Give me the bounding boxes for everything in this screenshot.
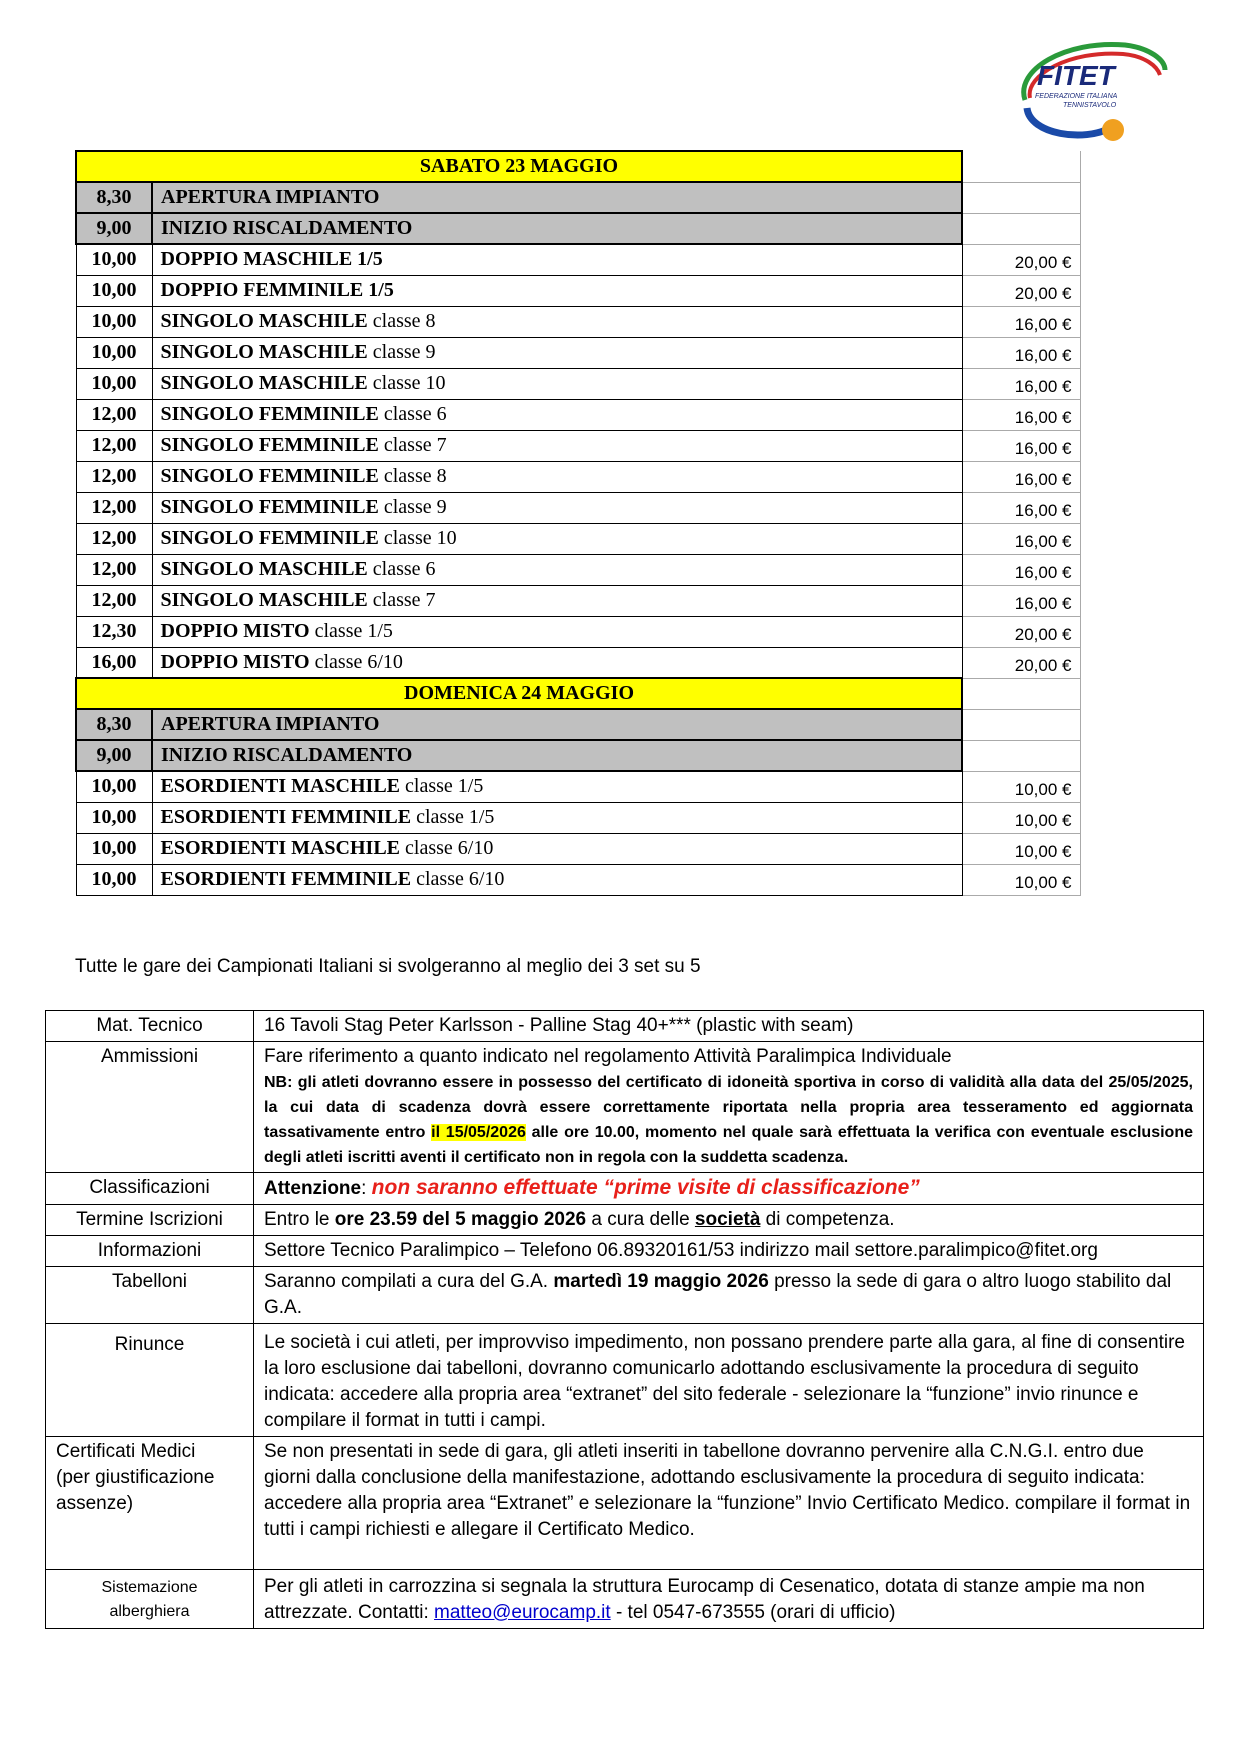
event-class: classe 8 — [367, 310, 436, 332]
day-header: DOMENICA 24 MAGGIO — [76, 678, 962, 709]
event-name: SINGOLO FEMMINILE — [160, 527, 379, 549]
price-cell: 16,00 € — [962, 368, 1080, 399]
event-class: classe 10 — [367, 372, 446, 394]
time-cell: 12,00 — [76, 492, 152, 523]
schedule-row — [76, 647, 1080, 678]
price-cell: 20,00 € — [962, 244, 1080, 275]
info-value: 16 Tavoli Stag Peter Karlsson - Palline Stag 40+*** (plastic with seam) — [254, 1011, 1204, 1042]
info-value: Le società i cui atleti, per improvviso impedimento, non possano prendere parte alla gara, al fine di consentire la loro esclusione dai tabelloni, dovranno comunicarlo adottando esclusivamente la procedura di seguito indicata: accedere alla propria area “extranet” del sito federale - selezionare la “funzione” invio rinunce e compilare il format in tutti i campi. — [254, 1324, 1204, 1437]
event-class: classe 9 — [378, 496, 447, 518]
time-cell: 8,30 — [76, 182, 152, 213]
event-class: classe 6 — [378, 403, 447, 425]
schedule-row — [76, 709, 1080, 740]
info-value: Settore Tecnico Paralimpico – Telefono 06.89320161/53 indirizzo mail settore.paralimpico@fitet.org — [254, 1236, 1204, 1267]
schedule-row — [76, 554, 1080, 585]
event-name: SINGOLO FEMMINILE — [160, 403, 379, 425]
event-name: SINGOLO MASCHILE — [160, 558, 368, 580]
price-cell: 10,00 € — [962, 771, 1080, 802]
event-cell: INIZIO RISCALDAMENTO — [152, 213, 962, 244]
event-name: SINGOLO MASCHILE — [160, 310, 368, 332]
time-cell: 12,00 — [76, 430, 152, 461]
schedule-row — [76, 213, 1080, 244]
schedule-row — [76, 492, 1080, 523]
schedule-row — [76, 244, 1080, 275]
price-cell-empty — [962, 151, 1080, 182]
event-cell — [152, 802, 962, 833]
alberghiera-label-1: Sistemazione — [101, 1579, 198, 1596]
event-name: ESORDIENTI MASCHILE — [160, 775, 401, 798]
note-text: Tutte le gare dei Campionati Italiani si svolgeranno al meglio dei 3 set su 5 — [75, 956, 701, 977]
schedule-row — [76, 740, 1080, 771]
time-cell: 9,00 — [76, 213, 152, 244]
info-label: Rinunce — [46, 1324, 254, 1437]
schedule-row — [76, 802, 1080, 833]
time-cell: 10,00 — [76, 771, 152, 802]
schedule-row — [76, 833, 1080, 864]
schedule-row — [76, 616, 1080, 647]
event-cell — [152, 399, 962, 430]
event-name: SINGOLO MASCHILE — [160, 372, 368, 394]
day-header-row — [76, 678, 1080, 709]
event-name: SINGOLO FEMMINILE — [160, 465, 379, 487]
termine-text-2: a cura delle — [586, 1209, 695, 1230]
event-class: classe 7 — [367, 589, 436, 611]
event-class: classe 9 — [367, 341, 436, 363]
time-cell: 10,00 — [76, 802, 152, 833]
schedule-table — [75, 150, 1081, 896]
price-cell: 16,00 € — [962, 306, 1080, 337]
event-name: SINGOLO FEMMINILE — [160, 434, 379, 456]
time-cell: 10,00 — [76, 306, 152, 337]
price-cell: 16,00 € — [962, 585, 1080, 616]
info-value — [254, 1570, 1204, 1629]
info-row-rinunce — [46, 1324, 1204, 1437]
info-label — [46, 1570, 254, 1629]
info-value: Se non presentati in sede di gara, gli atleti inseriti in tabellone dovranno pervenire alla C.N.G.I. entro due giorni dalla conclusione della manifestazione, adottando esclusivamente la procedura di seguito indicata: accedere alla propria area “Extranet” e selezionare la “funzione” Invio Certificato Medico. compilare il format in tutti i campi richiesti e allegare il Certificato Medico. — [254, 1437, 1204, 1570]
event-cell — [152, 585, 962, 616]
event-cell — [152, 771, 962, 802]
event-cell: APERTURA IMPIANTO — [152, 709, 962, 740]
event-class: classe 6/10 — [411, 868, 505, 890]
time-cell: 8,30 — [76, 709, 152, 740]
tabelloni-text-2: presso la sede di gara o altro luogo stabilito dal G.A. — [264, 1271, 1172, 1318]
alberghiera-text-2: - tel 0547-673555 (orari di ufficio) — [610, 1602, 896, 1623]
price-cell: 10,00 € — [962, 864, 1080, 895]
info-label: Classificazioni — [46, 1173, 254, 1205]
event-cell — [152, 337, 962, 368]
event-cell — [152, 616, 962, 647]
termine-deadline: ore 23.59 del 5 maggio 2026 — [334, 1209, 587, 1230]
tabelloni-date: martedì 19 maggio 2026 — [553, 1271, 769, 1292]
event-cell — [152, 864, 962, 895]
price-cell-empty — [962, 709, 1080, 740]
time-cell: 16,00 — [76, 647, 152, 678]
info-row-tabelloni — [46, 1267, 1204, 1324]
event-cell: INIZIO RISCALDAMENTO — [152, 740, 962, 771]
time-cell: 10,00 — [76, 244, 152, 275]
price-cell: 16,00 € — [962, 337, 1080, 368]
nb-text-1: NB: gli atleti dovranno essere in possesso del certificato di idoneità sportiva in corso di validità alla data del 25/05/2025, la cui data di scadenza dovrà essere correttamente riportata nella propria area tesseramento ed aggiornata tassativamente entro — [264, 1074, 1193, 1141]
info-label: Termine Iscrizioni — [46, 1205, 254, 1236]
price-cell-empty — [962, 213, 1080, 244]
info-label: Tabelloni — [46, 1267, 254, 1324]
price-cell: 10,00 € — [962, 833, 1080, 864]
event-name: ESORDIENTI FEMMINILE — [160, 868, 412, 890]
price-cell: 16,00 € — [962, 461, 1080, 492]
schedule-row — [76, 275, 1080, 306]
schedule-row — [76, 182, 1080, 213]
info-label — [46, 1437, 254, 1570]
event-name: ESORDIENTI FEMMINILE — [160, 806, 412, 828]
termine-societa: società — [694, 1209, 761, 1230]
info-row-termine — [46, 1205, 1204, 1236]
alberghiera-label-2: alberghiera — [109, 1603, 190, 1620]
price-cell: 16,00 € — [962, 492, 1080, 523]
time-cell: 12,30 — [76, 616, 152, 647]
info-row-ammissioni — [46, 1042, 1204, 1173]
event-class: classe 6/10 — [400, 837, 494, 859]
event-name: ESORDIENTI MASCHILE — [160, 837, 401, 859]
event-cell — [152, 275, 962, 306]
time-cell: 12,00 — [76, 585, 152, 616]
price-cell: 16,00 € — [962, 554, 1080, 585]
event-cell — [152, 368, 962, 399]
event-name: SINGOLO FEMMINILE — [160, 496, 379, 518]
schedule-row — [76, 771, 1080, 802]
logo-subtitle-2: TENNISTAVOLO — [1063, 102, 1117, 109]
tabelloni-text-1: Saranno compilati a cura del G.A. — [264, 1271, 554, 1292]
event-cell — [152, 244, 962, 275]
event-class: classe 1/5 — [400, 775, 484, 798]
schedule-row — [76, 461, 1080, 492]
info-value — [254, 1205, 1204, 1236]
ammissioni-nb — [264, 1070, 1193, 1170]
event-name: DOPPIO FEMMINILE 1/5 — [160, 279, 394, 301]
event-class: classe 10 — [378, 527, 457, 549]
schedule-row — [76, 585, 1080, 616]
schedule-row — [76, 430, 1080, 461]
price-cell: 20,00 € — [962, 616, 1080, 647]
attention-warning: non saranno effettuate “prime visite di classificazione” — [371, 1176, 920, 1199]
attention-colon: : — [361, 1178, 372, 1199]
event-class: classe 6/10 — [309, 650, 403, 673]
fitet-logo — [1005, 30, 1170, 145]
price-cell: 16,00 € — [962, 430, 1080, 461]
schedule-row — [76, 337, 1080, 368]
event-class: classe 6 — [367, 558, 436, 580]
time-cell: 9,00 — [76, 740, 152, 771]
day-header-row — [76, 151, 1080, 182]
info-row-classificazioni — [46, 1173, 1204, 1205]
event-name: DOPPIO MASCHILE 1/5 — [160, 248, 383, 271]
price-cell: 20,00 € — [962, 647, 1080, 678]
price-cell-empty — [962, 182, 1080, 213]
info-row-alberghiera — [46, 1570, 1204, 1629]
event-class: classe 7 — [378, 434, 447, 456]
price-cell: 20,00 € — [962, 275, 1080, 306]
info-row-mat-tecnico — [46, 1011, 1204, 1042]
event-name: DOPPIO MISTO — [160, 620, 310, 642]
info-value — [254, 1042, 1204, 1173]
event-name: SINGOLO MASCHILE — [160, 341, 368, 363]
event-name: SINGOLO MASCHILE — [160, 589, 368, 611]
time-cell: 10,00 — [76, 833, 152, 864]
time-cell: 12,00 — [76, 461, 152, 492]
event-cell — [152, 523, 962, 554]
price-cell: 16,00 € — [962, 523, 1080, 554]
eurocamp-email-link[interactable]: matteo@eurocamp.it — [434, 1602, 611, 1623]
info-value — [254, 1267, 1204, 1324]
event-cell: APERTURA IMPIANTO — [152, 182, 962, 213]
price-cell-empty — [962, 678, 1080, 709]
info-label: Mat. Tecnico — [46, 1011, 254, 1042]
event-cell — [152, 461, 962, 492]
time-cell: 12,00 — [76, 523, 152, 554]
event-class: classe 8 — [378, 465, 447, 487]
time-cell: 12,00 — [76, 554, 152, 585]
time-cell: 12,00 — [76, 399, 152, 430]
event-class: classe 1/5 — [309, 620, 393, 642]
info-label: Informazioni — [46, 1236, 254, 1267]
event-cell — [152, 306, 962, 337]
time-cell: 10,00 — [76, 275, 152, 306]
nb-highlight-date: il 15/05/2026 — [431, 1124, 526, 1141]
schedule-row — [76, 368, 1080, 399]
event-class: classe 1/5 — [411, 806, 495, 828]
day-header: SABATO 23 MAGGIO — [76, 151, 962, 182]
alberghiera-text-1: Per gli atleti in carrozzina si segnala la struttura Eurocamp di Cesenatico, dotata di stanze ampie ma non attrezzate. Contatti: — [264, 1576, 1145, 1623]
event-cell — [152, 833, 962, 864]
certificati-label-2: (per giustificazione assenze) — [56, 1467, 215, 1514]
price-cell: 10,00 € — [962, 802, 1080, 833]
event-cell — [152, 554, 962, 585]
schedule-row — [76, 399, 1080, 430]
event-name: DOPPIO MISTO — [160, 650, 310, 673]
info-table — [45, 1010, 1204, 1629]
info-value — [254, 1173, 1204, 1205]
schedule-row — [76, 864, 1080, 895]
nb-text-2: alle ore 10.00, momento nel quale sarà effettuata la verifica con eventuale esclusione degli atleti iscritti aventi il certificato non in regola con la suddetta scadenza. — [264, 1124, 1193, 1166]
info-row-certificati — [46, 1437, 1204, 1570]
certificati-label-1: Certificati Medici — [56, 1441, 196, 1462]
schedule-row — [76, 523, 1080, 554]
time-cell: 10,00 — [76, 337, 152, 368]
time-cell: 10,00 — [76, 864, 152, 895]
termine-text-3: di competenza. — [760, 1209, 895, 1230]
time-cell: 10,00 — [76, 368, 152, 399]
price-cell: 16,00 € — [962, 399, 1080, 430]
termine-text-1: Entro le — [264, 1209, 335, 1230]
info-row-informazioni — [46, 1236, 1204, 1267]
ammissioni-text: Fare riferimento a quanto indicato nel regolamento Attività Paralimpica Individuale — [264, 1046, 952, 1067]
event-cell — [152, 430, 962, 461]
logo-subtitle-1: FEDERAZIONE ITALIANA — [1035, 93, 1118, 100]
logo-name: FITET — [1037, 60, 1115, 91]
price-cell-empty — [962, 740, 1080, 771]
info-label: Ammissioni — [46, 1042, 254, 1173]
schedule-row — [76, 306, 1080, 337]
event-cell — [152, 492, 962, 523]
attention-label: Attenzione — [264, 1178, 362, 1199]
event-cell — [152, 647, 962, 678]
